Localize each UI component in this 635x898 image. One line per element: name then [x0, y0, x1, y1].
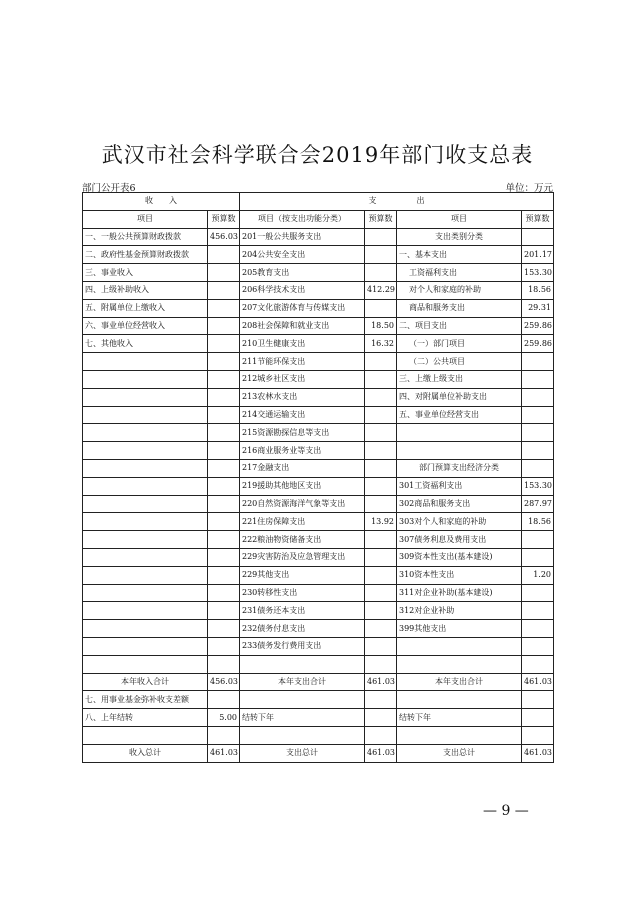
income-budget-cell	[208, 620, 240, 638]
function-item-cell: 206科学技术支出	[240, 281, 365, 299]
category-item-cell: （一）部门项目	[397, 335, 522, 353]
function-item-cell: 232债务付息支出	[240, 620, 365, 638]
income-budget-cell	[208, 370, 240, 388]
category-item-cell: 399其他支出	[397, 620, 522, 638]
function-item-cell: 221住房保障支出	[240, 513, 365, 531]
table-row	[83, 637, 554, 655]
category-budget-cell: 18.56	[522, 513, 554, 531]
group-header-row	[83, 193, 554, 211]
expense-grand-label: 支出总计	[240, 744, 365, 762]
income-item-cell	[83, 442, 208, 460]
income-item-cell: 二、政府性基金预算财政拨款	[83, 246, 208, 264]
function-budget-cell	[365, 477, 397, 495]
income-item-cell	[83, 602, 208, 620]
table-row	[83, 246, 554, 264]
category-budget-cell	[522, 620, 554, 638]
income-budget-cell	[208, 637, 240, 655]
category-budget-cell: 1.20	[522, 566, 554, 584]
function-item-cell: 220自然资源海洋气象等支出	[240, 495, 365, 513]
table-row	[83, 442, 554, 460]
expense-group-header: 支 出	[240, 193, 554, 211]
income-item-cell	[83, 495, 208, 513]
function-item-cell: 210卫生健康支出	[240, 335, 365, 353]
function-item-cell: 222粮油物资储备支出	[240, 531, 365, 549]
income-item-cell	[83, 513, 208, 531]
function-item-cell: 217金融支出	[240, 459, 365, 477]
income-item-cell	[83, 548, 208, 566]
income-budget-cell	[208, 602, 240, 620]
category-budget-cell	[522, 370, 554, 388]
row8-value: 5.00	[208, 709, 240, 727]
income-budget-cell	[208, 548, 240, 566]
function-budget-cell	[365, 602, 397, 620]
page-number: — 9 —	[483, 803, 529, 819]
function-budget-cell	[365, 228, 397, 246]
category-budget-cell	[522, 584, 554, 602]
category-budget-cell	[522, 548, 554, 566]
table-row	[83, 353, 554, 371]
function-budget-cell	[365, 264, 397, 282]
function-item-cell: 231债务还本支出	[240, 602, 365, 620]
category-item-cell: 309资本性支出(基本建设)	[397, 548, 522, 566]
income-grand-value: 461.03	[208, 744, 240, 762]
table-row	[83, 317, 554, 335]
function-budget-cell	[365, 548, 397, 566]
income-item-cell: 三、事业收入	[83, 264, 208, 282]
table-row	[83, 620, 554, 638]
function-budget-cell	[365, 406, 397, 424]
table-row	[83, 513, 554, 531]
income-item-cell: 七、其他收入	[83, 335, 208, 353]
budget-table	[82, 192, 554, 763]
category-budget-cell: 259.86	[522, 317, 554, 335]
function-item-cell: 212城乡社区支出	[240, 370, 365, 388]
expense-total-label: 本年支出合计	[240, 673, 365, 691]
function-budget-cell: 18.50	[365, 317, 397, 335]
function-item-cell: 229灾害防治及应急管理支出	[240, 548, 365, 566]
category-item-cell: 310资本性支出	[397, 566, 522, 584]
carryover-label-2: 结转下年	[397, 709, 522, 727]
category-item-cell: 312对企业补助	[397, 602, 522, 620]
category-item-cell: 307债务利息及费用支出	[397, 531, 522, 549]
function-budget-cell	[365, 495, 397, 513]
table-row	[83, 388, 554, 406]
category-budget-cell: 18.56	[522, 281, 554, 299]
carryover-label: 结转下年	[240, 709, 365, 727]
category-budget-cell	[522, 531, 554, 549]
category-item-cell	[397, 424, 522, 442]
function-item-cell: 219援助其他地区支出	[240, 477, 365, 495]
category-item-cell: 301工资福利支出	[397, 477, 522, 495]
income-budget-cell	[208, 584, 240, 602]
expense-grand-label-2: 支出总计	[397, 744, 522, 762]
category-item-cell: （二）公共项目	[397, 353, 522, 371]
table-row	[83, 495, 554, 513]
function-budget-cell	[365, 353, 397, 371]
category-budget-cell: 259.86	[522, 335, 554, 353]
table-row	[83, 584, 554, 602]
category-budget-cell: 153.30	[522, 477, 554, 495]
table-row	[83, 531, 554, 549]
expense-total-value: 461.03	[365, 673, 397, 691]
blank-row	[83, 655, 554, 673]
income-item-cell	[83, 459, 208, 477]
expense-total-value-2: 461.03	[522, 673, 554, 691]
blank-row	[83, 726, 554, 744]
income-item-cell: 六、事业单位经营收入	[83, 317, 208, 335]
table-row	[83, 477, 554, 495]
income-budget-cell	[208, 531, 240, 549]
table-row	[83, 228, 554, 246]
col-budget2-header: 预算数	[365, 210, 397, 228]
col-func-header: 项目（按支出功能分类）	[240, 210, 365, 228]
col-item-header: 项目	[83, 210, 208, 228]
category-item-cell: 五、事业单位经营支出	[397, 406, 522, 424]
function-item-cell: 215资源勘探信息等支出	[240, 424, 365, 442]
income-budget-cell: 456.03	[208, 228, 240, 246]
category-item-cell: 303对个人和家庭的补助	[397, 513, 522, 531]
table-row	[83, 548, 554, 566]
income-item-cell	[83, 566, 208, 584]
income-budget-cell	[208, 281, 240, 299]
category-budget-cell	[522, 228, 554, 246]
function-budget-cell	[365, 388, 397, 406]
function-item-cell: 230转移性支出	[240, 584, 365, 602]
category-item-cell	[397, 637, 522, 655]
category-item-cell: 311对企业补助(基本建设)	[397, 584, 522, 602]
table-row	[83, 459, 554, 477]
category-item-cell: 部门预算支出经济分类	[397, 459, 522, 477]
col-budget-header: 预算数	[208, 210, 240, 228]
income-total-label: 本年收入合计	[83, 673, 208, 691]
income-item-cell	[83, 406, 208, 424]
function-budget-cell	[365, 584, 397, 602]
category-budget-cell	[522, 424, 554, 442]
function-budget-cell	[365, 424, 397, 442]
unit-label: 单位：万元	[505, 183, 553, 194]
table-row	[83, 709, 554, 727]
column-header-row	[83, 210, 554, 228]
table-row	[83, 335, 554, 353]
function-budget-cell	[365, 620, 397, 638]
grand-total-row	[83, 744, 554, 762]
function-budget-cell: 13.92	[365, 513, 397, 531]
category-budget-cell: 287.97	[522, 495, 554, 513]
income-item-cell	[83, 424, 208, 442]
col-budget3-header: 预算数	[522, 210, 554, 228]
income-budget-cell	[208, 264, 240, 282]
category-budget-cell: 29.31	[522, 299, 554, 317]
income-item-cell	[83, 637, 208, 655]
income-budget-cell	[208, 566, 240, 584]
table-row	[83, 602, 554, 620]
category-budget-cell	[522, 388, 554, 406]
income-budget-cell	[208, 406, 240, 424]
category-budget-cell	[522, 637, 554, 655]
expense-grand-value: 461.03	[365, 744, 397, 762]
category-item-cell: 一、基本支出	[397, 246, 522, 264]
function-budget-cell	[365, 370, 397, 388]
category-budget-cell: 201.17	[522, 246, 554, 264]
category-budget-cell	[522, 459, 554, 477]
function-item-cell: 214交通运输支出	[240, 406, 365, 424]
category-item-cell: 四、对附属单位补助支出	[397, 388, 522, 406]
row8-label: 八、上年结转	[83, 709, 208, 727]
income-budget-cell	[208, 335, 240, 353]
function-item-cell: 204公共安全支出	[240, 246, 365, 264]
category-item-cell: 支出类别分类	[397, 228, 522, 246]
row7-label: 七、用事业基金弥补收支差额	[83, 691, 208, 709]
category-budget-cell	[522, 442, 554, 460]
table-row	[83, 264, 554, 282]
category-item-cell: 302商品和服务支出	[397, 495, 522, 513]
category-item-cell	[397, 442, 522, 460]
function-item-cell: 229其他支出	[240, 566, 365, 584]
income-budget-cell	[208, 353, 240, 371]
category-item-cell: 工资福利支出	[397, 264, 522, 282]
income-item-cell	[83, 620, 208, 638]
category-budget-cell	[522, 602, 554, 620]
category-budget-cell	[522, 406, 554, 424]
category-item-cell: 三、上缴上级支出	[397, 370, 522, 388]
income-total-value: 456.03	[208, 673, 240, 691]
function-budget-cell: 16.32	[365, 335, 397, 353]
function-item-cell: 208社会保障和就业支出	[240, 317, 365, 335]
income-item-cell	[83, 584, 208, 602]
page-title: 武汉市社会科学联合会2019年部门收支总表	[101, 143, 534, 167]
category-item-cell: 二、项目支出	[397, 317, 522, 335]
income-item-cell	[83, 477, 208, 495]
income-budget-cell	[208, 459, 240, 477]
category-budget-cell	[522, 353, 554, 371]
income-budget-cell	[208, 495, 240, 513]
function-budget-cell	[365, 299, 397, 317]
income-item-cell	[83, 531, 208, 549]
category-budget-cell: 153.30	[522, 264, 554, 282]
function-item-cell: 211节能环保支出	[240, 353, 365, 371]
table-row	[83, 406, 554, 424]
function-budget-cell	[365, 442, 397, 460]
function-item-cell: 213农林水支出	[240, 388, 365, 406]
income-budget-cell	[208, 477, 240, 495]
function-item-cell: 201一般公共服务支出	[240, 228, 365, 246]
income-budget-cell	[208, 246, 240, 264]
function-budget-cell	[365, 459, 397, 477]
income-budget-cell	[208, 317, 240, 335]
income-item-cell: 一、一般公共预算财政拨款	[83, 228, 208, 246]
income-item-cell	[83, 353, 208, 371]
income-item-cell	[83, 388, 208, 406]
col-item3-header: 项目	[397, 210, 522, 228]
table-number: 部门公开表6	[82, 183, 136, 194]
totals-row	[83, 673, 554, 691]
income-budget-cell	[208, 513, 240, 531]
category-item-cell: 对个人和家庭的补助	[397, 281, 522, 299]
income-budget-cell	[208, 442, 240, 460]
table-row	[83, 370, 554, 388]
function-budget-cell	[365, 637, 397, 655]
income-budget-cell	[208, 424, 240, 442]
income-item-cell	[83, 370, 208, 388]
function-budget-cell	[365, 246, 397, 264]
function-item-cell: 205教育支出	[240, 264, 365, 282]
income-item-cell: 四、上级补助收入	[83, 281, 208, 299]
income-group-header: 收 入	[83, 193, 240, 211]
function-budget-cell	[365, 566, 397, 584]
income-budget-cell	[208, 388, 240, 406]
income-grand-label: 收入总计	[83, 744, 208, 762]
table-row	[83, 299, 554, 317]
function-item-cell: 207文化旅游体育与传媒支出	[240, 299, 365, 317]
table-row	[83, 424, 554, 442]
category-item-cell: 商品和服务支出	[397, 299, 522, 317]
expense-total-label-2: 本年支出合计	[397, 673, 522, 691]
table-row	[83, 691, 554, 709]
income-item-cell: 五、附属单位上缴收入	[83, 299, 208, 317]
function-item-cell: 216商业服务业等支出	[240, 442, 365, 460]
expense-grand-value-2: 461.03	[522, 744, 554, 762]
table-row	[83, 281, 554, 299]
income-budget-cell	[208, 299, 240, 317]
function-item-cell: 233债务发行费用支出	[240, 637, 365, 655]
function-budget-cell: 412.29	[365, 281, 397, 299]
function-budget-cell	[365, 531, 397, 549]
table-row	[83, 566, 554, 584]
